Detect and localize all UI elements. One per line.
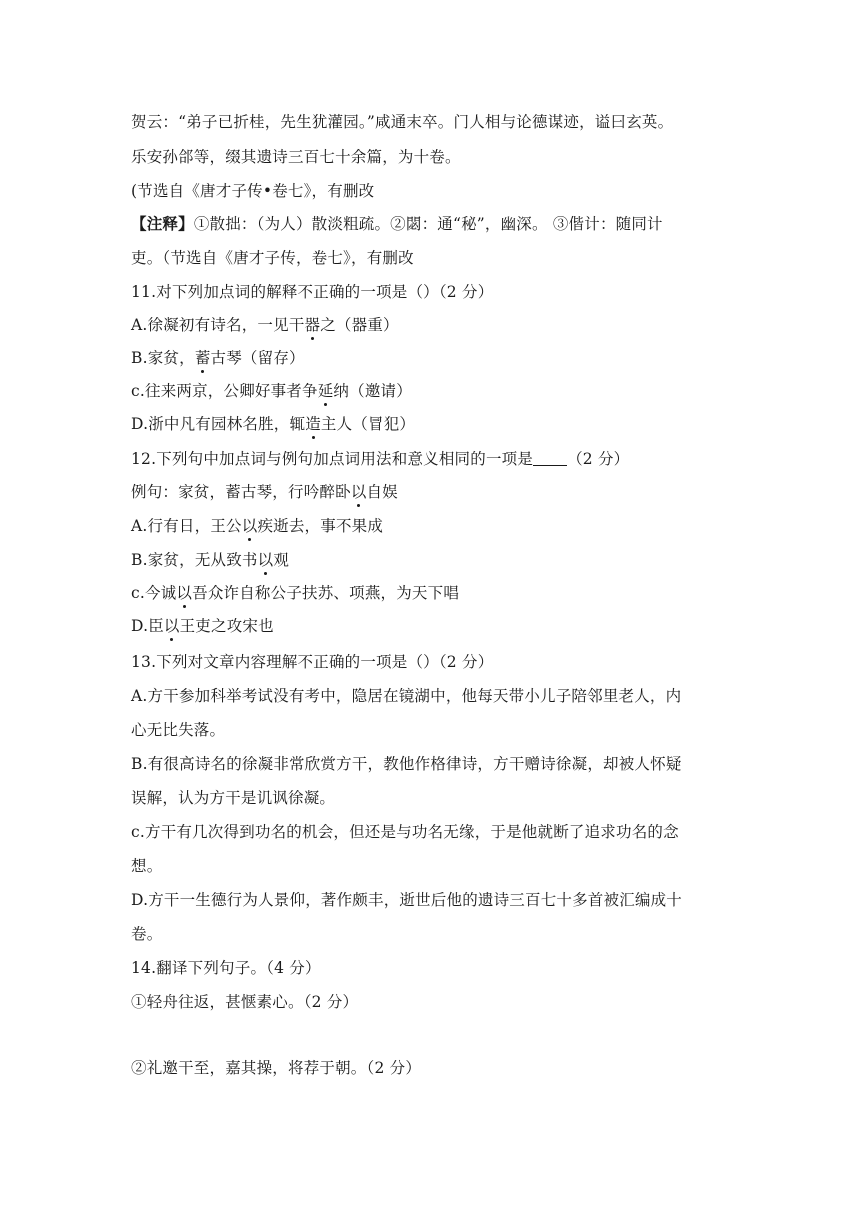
text-span: D.臣 — [131, 617, 164, 635]
text-span: 自娱 — [366, 483, 398, 501]
question-12 — [131, 449, 629, 469]
text-span: A.行有日，王公 — [131, 517, 242, 535]
text-span: 吾众诈自称公子扶苏、项燕，为天下唱 — [192, 584, 460, 602]
option-11-c — [131, 381, 412, 401]
option-12-b — [131, 550, 289, 570]
text-span: 想。 — [131, 857, 163, 875]
dotted-word: 延 — [317, 382, 334, 400]
text-span: 贺云：“弟子已折桂，先生犹灌园。”咸通末卒。门人相与论德谋迹，谥曰玄英。 — [131, 113, 674, 131]
option-13-a-cont — [131, 720, 225, 740]
dotted-word: 以 — [257, 551, 274, 569]
text-span: 例句：家贫，蓄古琴，行吟醉卧 — [131, 483, 351, 501]
text-span: A.方干参加科举考试没有考中，隐居在镜湖中，他每天带小儿子陪邻里老人，内 — [131, 687, 682, 705]
text-span: 纳（邀请） — [333, 382, 412, 400]
text-span: c.往来两京，公卿好事者争 — [131, 382, 318, 400]
text-span: A.徐凝初有诗名，一见干 — [131, 316, 305, 334]
translation-item-1 — [131, 992, 358, 1012]
text-span: 吏。（节选自《唐才子传，卷七》，有删改 — [131, 249, 414, 267]
text-span: 王吏之攻宋也 — [179, 617, 274, 635]
text-span: 12.下列句中加点词与例句加点词用法和意义相同的一项是 — [131, 450, 534, 468]
dotted-word: 造 — [305, 415, 321, 433]
annotation-line — [131, 214, 663, 234]
annotation-label: 【注释】 — [131, 214, 194, 233]
text-line — [131, 147, 461, 167]
option-13-b-cont — [131, 788, 335, 808]
text-line — [131, 248, 414, 268]
option-13-d — [131, 890, 682, 910]
text-span: ①散拙：（为人）散淡粗疏。②閟：通“秘”，幽深。 ③偕计：随同计 — [193, 215, 663, 233]
text-span: B.有很高诗名的徐凝非常欣赏方干，教他作格律诗，方干赠诗徐凝，却被人怀疑 — [131, 755, 682, 773]
text-span: 主人（冒犯） — [320, 415, 416, 433]
example-sentence — [131, 482, 398, 502]
text-span: ①轻舟往返，甚惬素心。（2 分） — [131, 993, 359, 1011]
option-11-d — [131, 414, 415, 434]
text-span: 疾逝去，事不果成 — [257, 517, 384, 535]
option-13-c — [131, 822, 679, 842]
text-span: c.方干有几次得到功名的机会，但还是与功名无缘，于是他就断了追求功名的念 — [131, 823, 679, 841]
text-span: c.今诚 — [131, 584, 177, 602]
translation-item-2 — [131, 1058, 421, 1078]
dotted-word: 以 — [350, 483, 367, 501]
text-line — [131, 112, 673, 132]
text-span: 卷。 — [131, 925, 163, 943]
question-13 — [131, 652, 493, 672]
source-citation — [131, 181, 374, 201]
text-span: ②礼邀干至，嘉其操，将荐于朝。（2 分） — [131, 1059, 422, 1077]
text-span: B.家贫， — [131, 349, 195, 367]
question-14 — [131, 958, 321, 978]
text-span: B.家贫，无从致书 — [131, 551, 258, 569]
dotted-word: 蓄 — [194, 349, 211, 367]
text-span: 观 — [273, 551, 290, 569]
dotted-word: 器 — [304, 316, 321, 334]
option-12-d — [131, 616, 274, 636]
text-span: 之（器重） — [320, 316, 399, 334]
option-12-a — [131, 516, 383, 536]
dotted-word: 以 — [163, 617, 180, 635]
option-13-d-cont — [131, 924, 162, 944]
dotted-word: 以 — [241, 517, 258, 535]
option-13-c-cont — [131, 856, 162, 876]
text-span: 11.对下列加点词的解释不正确的一项是（）（2 分） — [131, 283, 494, 301]
option-13-b — [131, 754, 682, 774]
text-span: （2 分） — [567, 450, 630, 468]
option-11-a — [131, 315, 399, 335]
question-11 — [131, 282, 493, 302]
text-span: (节选自《唐才子传•卷七》，有删改 — [131, 182, 375, 200]
text-span: 误解，认为方干是讥讽徐凝。 — [131, 789, 336, 807]
text-span: D.浙中凡有园林名胜，辄 — [131, 415, 306, 433]
text-span: 乐安孙郃等，缀其遗诗三百七十余篇，为十卷。 — [131, 148, 461, 166]
dotted-word: 以 — [176, 584, 193, 602]
text-span: 心无比失落。 — [131, 721, 226, 739]
text-span: D.方干一生德行为人景仰，著作颇丰，逝世后他的遗诗三百七十多首被汇编成十 — [131, 891, 683, 909]
option-11-b — [131, 348, 305, 368]
text-span: 13.下列对文章内容理解不正确的一项是（）（2 分） — [131, 653, 494, 671]
text-span: 古琴（留存） — [210, 349, 305, 367]
option-13-a — [131, 686, 681, 706]
answer-blank — [533, 449, 567, 466]
option-12-c — [131, 583, 459, 603]
text-span: 14.翻译下列句子。（4 分） — [131, 959, 321, 977]
